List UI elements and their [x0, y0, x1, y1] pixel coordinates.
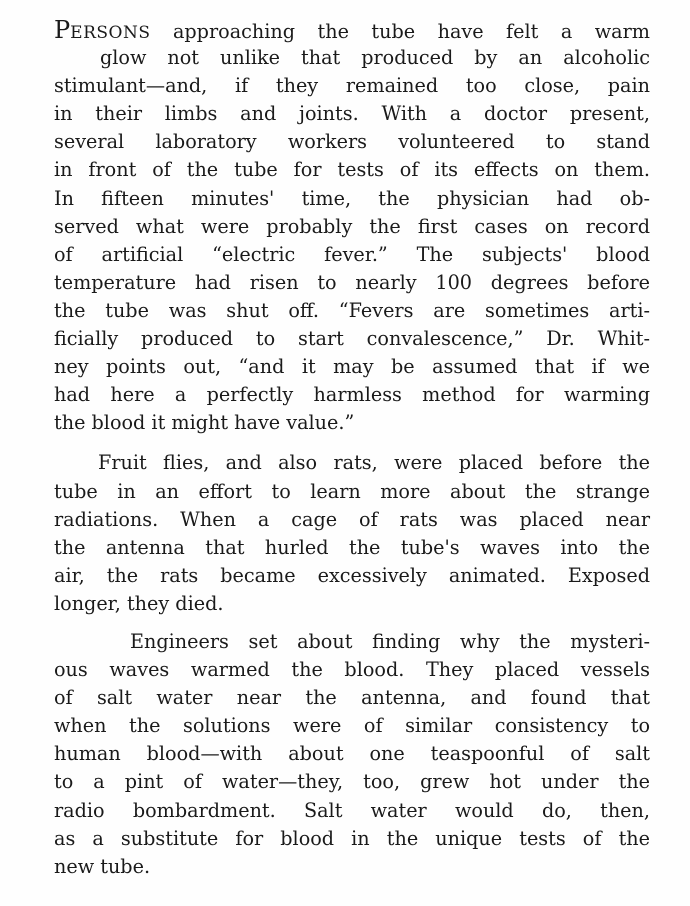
paragraph-line: in their limbs and joints. With a doctor present, [54, 102, 650, 126]
paragraph-spacer [54, 437, 650, 449]
paragraph-line: as a substitute for blood in the unique tests of the [54, 826, 650, 850]
paragraph-line: the blood it might have value.” [54, 411, 355, 435]
paragraph-line: of artificial “electric fever.” The subjects' blood [54, 242, 650, 266]
paragraph-line: ficially produced to start convalescence,” Dr. Whit- [54, 327, 650, 351]
paragraph-1 [54, 16, 650, 437]
lead-word: ERSONS [70, 23, 151, 43]
paragraph-line: ney points out, “and it may be assumed that if we [54, 355, 650, 379]
paragraph-line: in front of the tube for tests of its effects on them. [54, 158, 650, 182]
drop-cap: P [54, 16, 71, 44]
paragraph-spacer [54, 618, 650, 628]
paragraph-line: had here a perfectly harmless method for warming [54, 383, 650, 407]
paragraph-line [54, 16, 650, 44]
paragraph-line: glow not unlike that produced by an alcoholic [100, 46, 650, 70]
paragraph-line: to a pint of water—they, too, grew hot under the [54, 770, 650, 794]
paragraph-line: Fruit flies, and also rats, were placed before the [98, 451, 650, 475]
paragraph-line: temperature had risen to nearly 100 degrees before [54, 270, 650, 294]
paragraph-line: tube in an effort to learn more about the strange [54, 479, 650, 503]
paragraph-line: air, the rats became excessively animated. Exposed [54, 563, 650, 587]
paragraph-line: Engineers set about finding why the mysteri- [130, 629, 650, 653]
paragraph-line: stimulant—and, if they remained too close, pain [54, 74, 650, 98]
paragraph-3 [54, 628, 650, 881]
paragraph-line: radio bombardment. Salt water would do, then, [54, 798, 650, 822]
paragraph-line: several laboratory workers volunteered to stand [54, 130, 650, 154]
paragraph-line: of salt water near the antenna, and found that [54, 686, 650, 710]
paragraph-line: the tube was shut off. “Fevers are sometimes arti- [54, 298, 650, 322]
paragraph-line: the antenna that hurled the tube's waves into the [54, 535, 650, 559]
paragraph-line: In fifteen minutes' time, the physician had ob- [54, 186, 650, 210]
paragraph-line: when the solutions were of similar consistency to [54, 714, 650, 738]
article-column [54, 16, 650, 881]
paragraph-line: new tube. [54, 854, 151, 878]
paragraph-line: human blood—with about one teaspoonful of salt [54, 742, 650, 766]
paragraph-2 [54, 449, 650, 618]
paragraph-line: longer, they died. [54, 591, 224, 615]
paragraph-line: radiations. When a cage of rats was placed near [54, 507, 650, 531]
paragraph-line: ous waves warmed the blood. They placed vessels [54, 658, 650, 682]
line-text: approaching the tube have felt a warm [150, 20, 650, 43]
paragraph-line: served what were probably the first cases on record [54, 214, 650, 238]
